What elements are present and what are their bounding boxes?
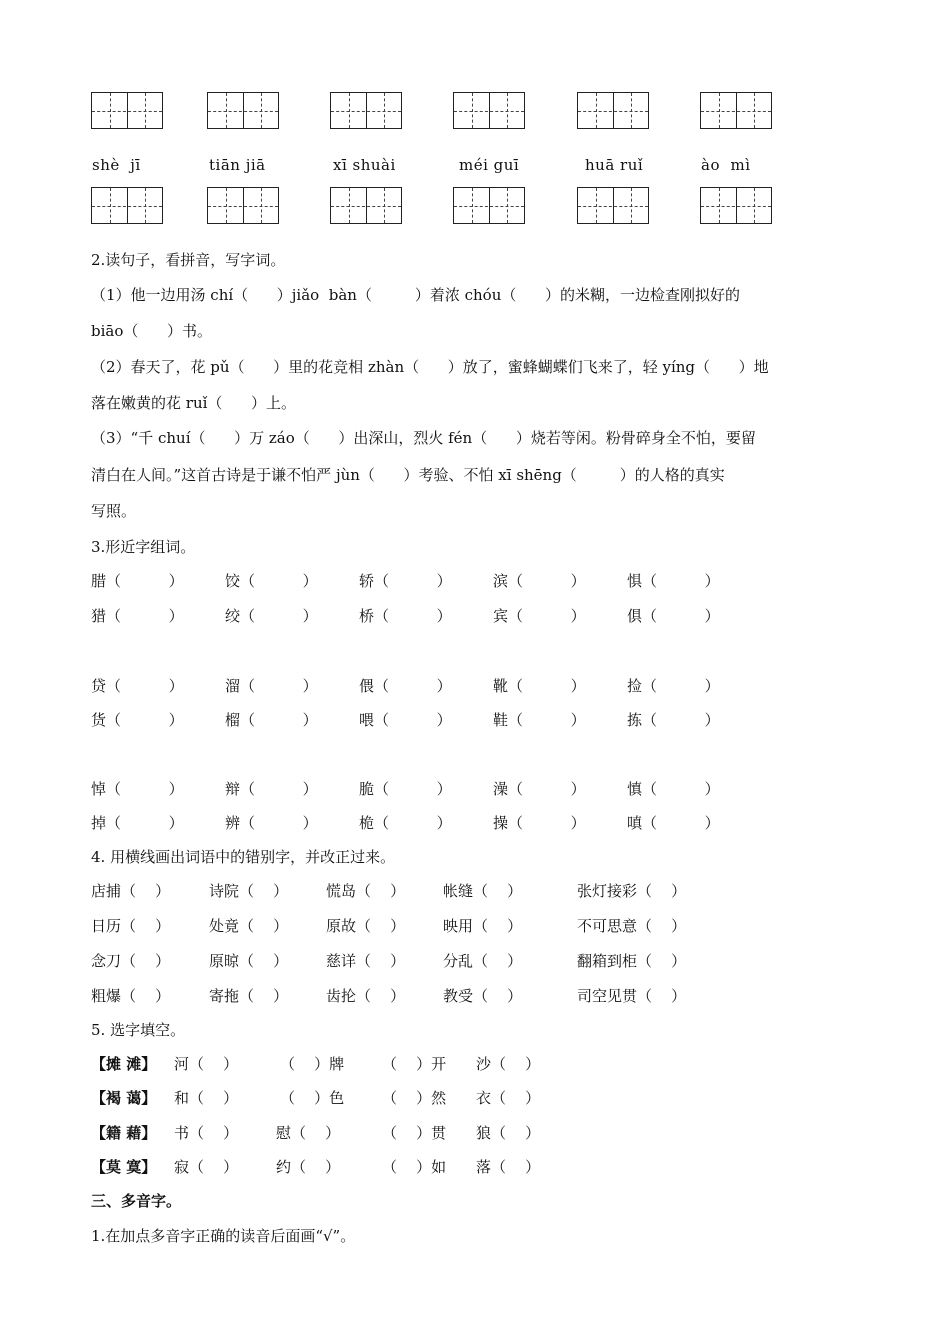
pinyin-label: méi guī (459, 156, 520, 174)
char-item: 腊（ ） (91, 572, 184, 590)
choice-blank: （ ）牌 (280, 1055, 345, 1073)
question-2-sentence-2: （2）春天了，花 pǔ（ ）里的花竞相 zhàn（ ）放了，蜜蜂蝴蝶们飞来了，轻 yíng（ ）地 (91, 358, 769, 376)
typo-item: 帐缝（ ） (443, 882, 523, 900)
choice-blank: 衣（ ） (476, 1089, 541, 1107)
char-item: 榴（ ） (225, 711, 318, 729)
char-item: 操（ ） (493, 814, 586, 832)
char-item: 绞（ ） (225, 607, 318, 625)
typo-item: 日历（ ） (91, 917, 171, 935)
char-item: 嗔（ ） (627, 814, 720, 832)
pinyin-label: shè jī (92, 156, 141, 174)
section-3-question-1: 1.在加点多音字正确的读音后面画“√”。 (91, 1227, 356, 1245)
choice-options: 【褐 蔼】 (91, 1089, 157, 1107)
question-2-sentence-3: （3）“千 chuí（ ）万 záo（ ）出深山，烈火 fén（ ）烧若等闲。粉骨碎身全不怕，要留 (91, 429, 756, 447)
typo-item: 原故（ ） (326, 917, 406, 935)
typo-item: 处竟（ ） (209, 917, 289, 935)
pinyin-label: xī shuài (333, 156, 396, 174)
char-item: 偎（ ） (359, 677, 452, 695)
choice-blank: （ ）如 (382, 1158, 447, 1176)
writing-grid[interactable] (91, 92, 163, 129)
choice-blank: （ ）色 (280, 1089, 345, 1107)
writing-grid[interactable] (453, 92, 525, 129)
typo-item: 翻箱到柜（ ） (577, 952, 687, 970)
choice-options: 【摊 滩】 (91, 1055, 157, 1073)
char-item: 辩（ ） (225, 780, 318, 798)
char-item: 饺（ ） (225, 572, 318, 590)
char-item: 慎（ ） (627, 780, 720, 798)
char-item: 靴（ ） (493, 677, 586, 695)
choice-blank: 沙（ ） (476, 1055, 541, 1073)
char-item: 澡（ ） (493, 780, 586, 798)
char-item: 辨（ ） (225, 814, 318, 832)
char-item: 鞋（ ） (493, 711, 586, 729)
writing-grid[interactable] (207, 187, 279, 224)
writing-grid[interactable] (330, 187, 402, 224)
char-item: 桥（ ） (359, 607, 452, 625)
typo-item: 粗爆（ ） (91, 987, 171, 1005)
question-2-sentence-1: （1）他一边用汤 chí（ ）jiǎo bàn（ ）着浓 chóu（ ）的米糊，一边检查刚拟好的 (91, 286, 740, 304)
char-item: 捡（ ） (627, 677, 720, 695)
choice-blank: （ ）开 (382, 1055, 447, 1073)
writing-grid[interactable] (207, 92, 279, 129)
char-item: 拣（ ） (627, 711, 720, 729)
char-item: 俱（ ） (627, 607, 720, 625)
choice-blank: （ ）贯 (382, 1124, 447, 1142)
char-item: 惧（ ） (627, 572, 720, 590)
pinyin-label: huā ruǐ (585, 156, 644, 174)
choice-options: 【籍 藉】 (91, 1124, 157, 1142)
char-item: 轿（ ） (359, 572, 452, 590)
char-item: 滨（ ） (493, 572, 586, 590)
typo-item: 诗院（ ） (209, 882, 289, 900)
writing-grid[interactable] (91, 187, 163, 224)
question-4-title: 4. 用横线画出词语中的错别字，并改正过来。 (91, 848, 396, 866)
pinyin-label: ào mì (701, 156, 751, 174)
typo-item: 司空见贯（ ） (577, 987, 687, 1005)
question-3-title: 3.形近字组词。 (91, 538, 196, 556)
question-2-sentence-3-cont: 清白在人间。”这首古诗是于谦不怕严 jùn（ ）考验、不怕 xī shēng（ ）的人格的真实 (91, 466, 725, 484)
writing-grid[interactable] (577, 92, 649, 129)
section-3-heading: 三、多音字。 (91, 1192, 182, 1210)
typo-item: 分乱（ ） (443, 952, 523, 970)
typo-item: 齿抡（ ） (326, 987, 406, 1005)
choice-blank: （ ）然 (382, 1089, 447, 1107)
typo-item: 慈详（ ） (326, 952, 406, 970)
writing-grid[interactable] (453, 187, 525, 224)
writing-grid[interactable] (577, 187, 649, 224)
choice-blank: 寂（ ） (174, 1158, 239, 1176)
pinyin-label: tiān jiā (209, 156, 266, 174)
char-item: 掉（ ） (91, 814, 184, 832)
choice-blank: 河（ ） (174, 1055, 239, 1073)
question-2-sentence-3-end: 写照。 (91, 502, 137, 520)
char-item: 脆（ ） (359, 780, 452, 798)
char-item: 宾（ ） (493, 607, 586, 625)
char-item: 悼（ ） (91, 780, 184, 798)
char-item: 喂（ ） (359, 711, 452, 729)
typo-item: 不可思意（ ） (577, 917, 687, 935)
typo-item: 原晾（ ） (209, 952, 289, 970)
choice-blank: 书（ ） (174, 1124, 239, 1142)
char-item: 桅（ ） (359, 814, 452, 832)
writing-grid[interactable] (700, 92, 772, 129)
question-2-title: 2.读句子，看拼音，写字词。 (91, 251, 286, 269)
typo-item: 店捕（ ） (91, 882, 171, 900)
typo-item: 映用（ ） (443, 917, 523, 935)
question-2-sentence-2-cont: 落在嫩黄的花 ruǐ（ ）上。 (91, 394, 297, 412)
char-item: 溜（ ） (225, 677, 318, 695)
char-item: 货（ ） (91, 711, 184, 729)
typo-item: 寄拖（ ） (209, 987, 289, 1005)
typo-item: 慌岛（ ） (326, 882, 406, 900)
choice-blank: 狼（ ） (476, 1124, 541, 1142)
typo-item: 教受（ ） (443, 987, 523, 1005)
choice-blank: 和（ ） (174, 1089, 239, 1107)
typo-item: 张灯接彩（ ） (577, 882, 687, 900)
writing-grid[interactable] (330, 92, 402, 129)
choice-blank: 约（ ） (276, 1158, 341, 1176)
choice-blank: 慰（ ） (276, 1124, 341, 1142)
choice-blank: 落（ ） (476, 1158, 541, 1176)
choice-options: 【莫 寞】 (91, 1158, 157, 1176)
writing-grid[interactable] (700, 187, 772, 224)
question-5-title: 5. 选字填空。 (91, 1021, 186, 1039)
question-2-sentence-1-cont: biāo（ ）书。 (91, 322, 212, 340)
char-item: 猎（ ） (91, 607, 184, 625)
typo-item: 念刀（ ） (91, 952, 171, 970)
char-item: 贷（ ） (91, 677, 184, 695)
